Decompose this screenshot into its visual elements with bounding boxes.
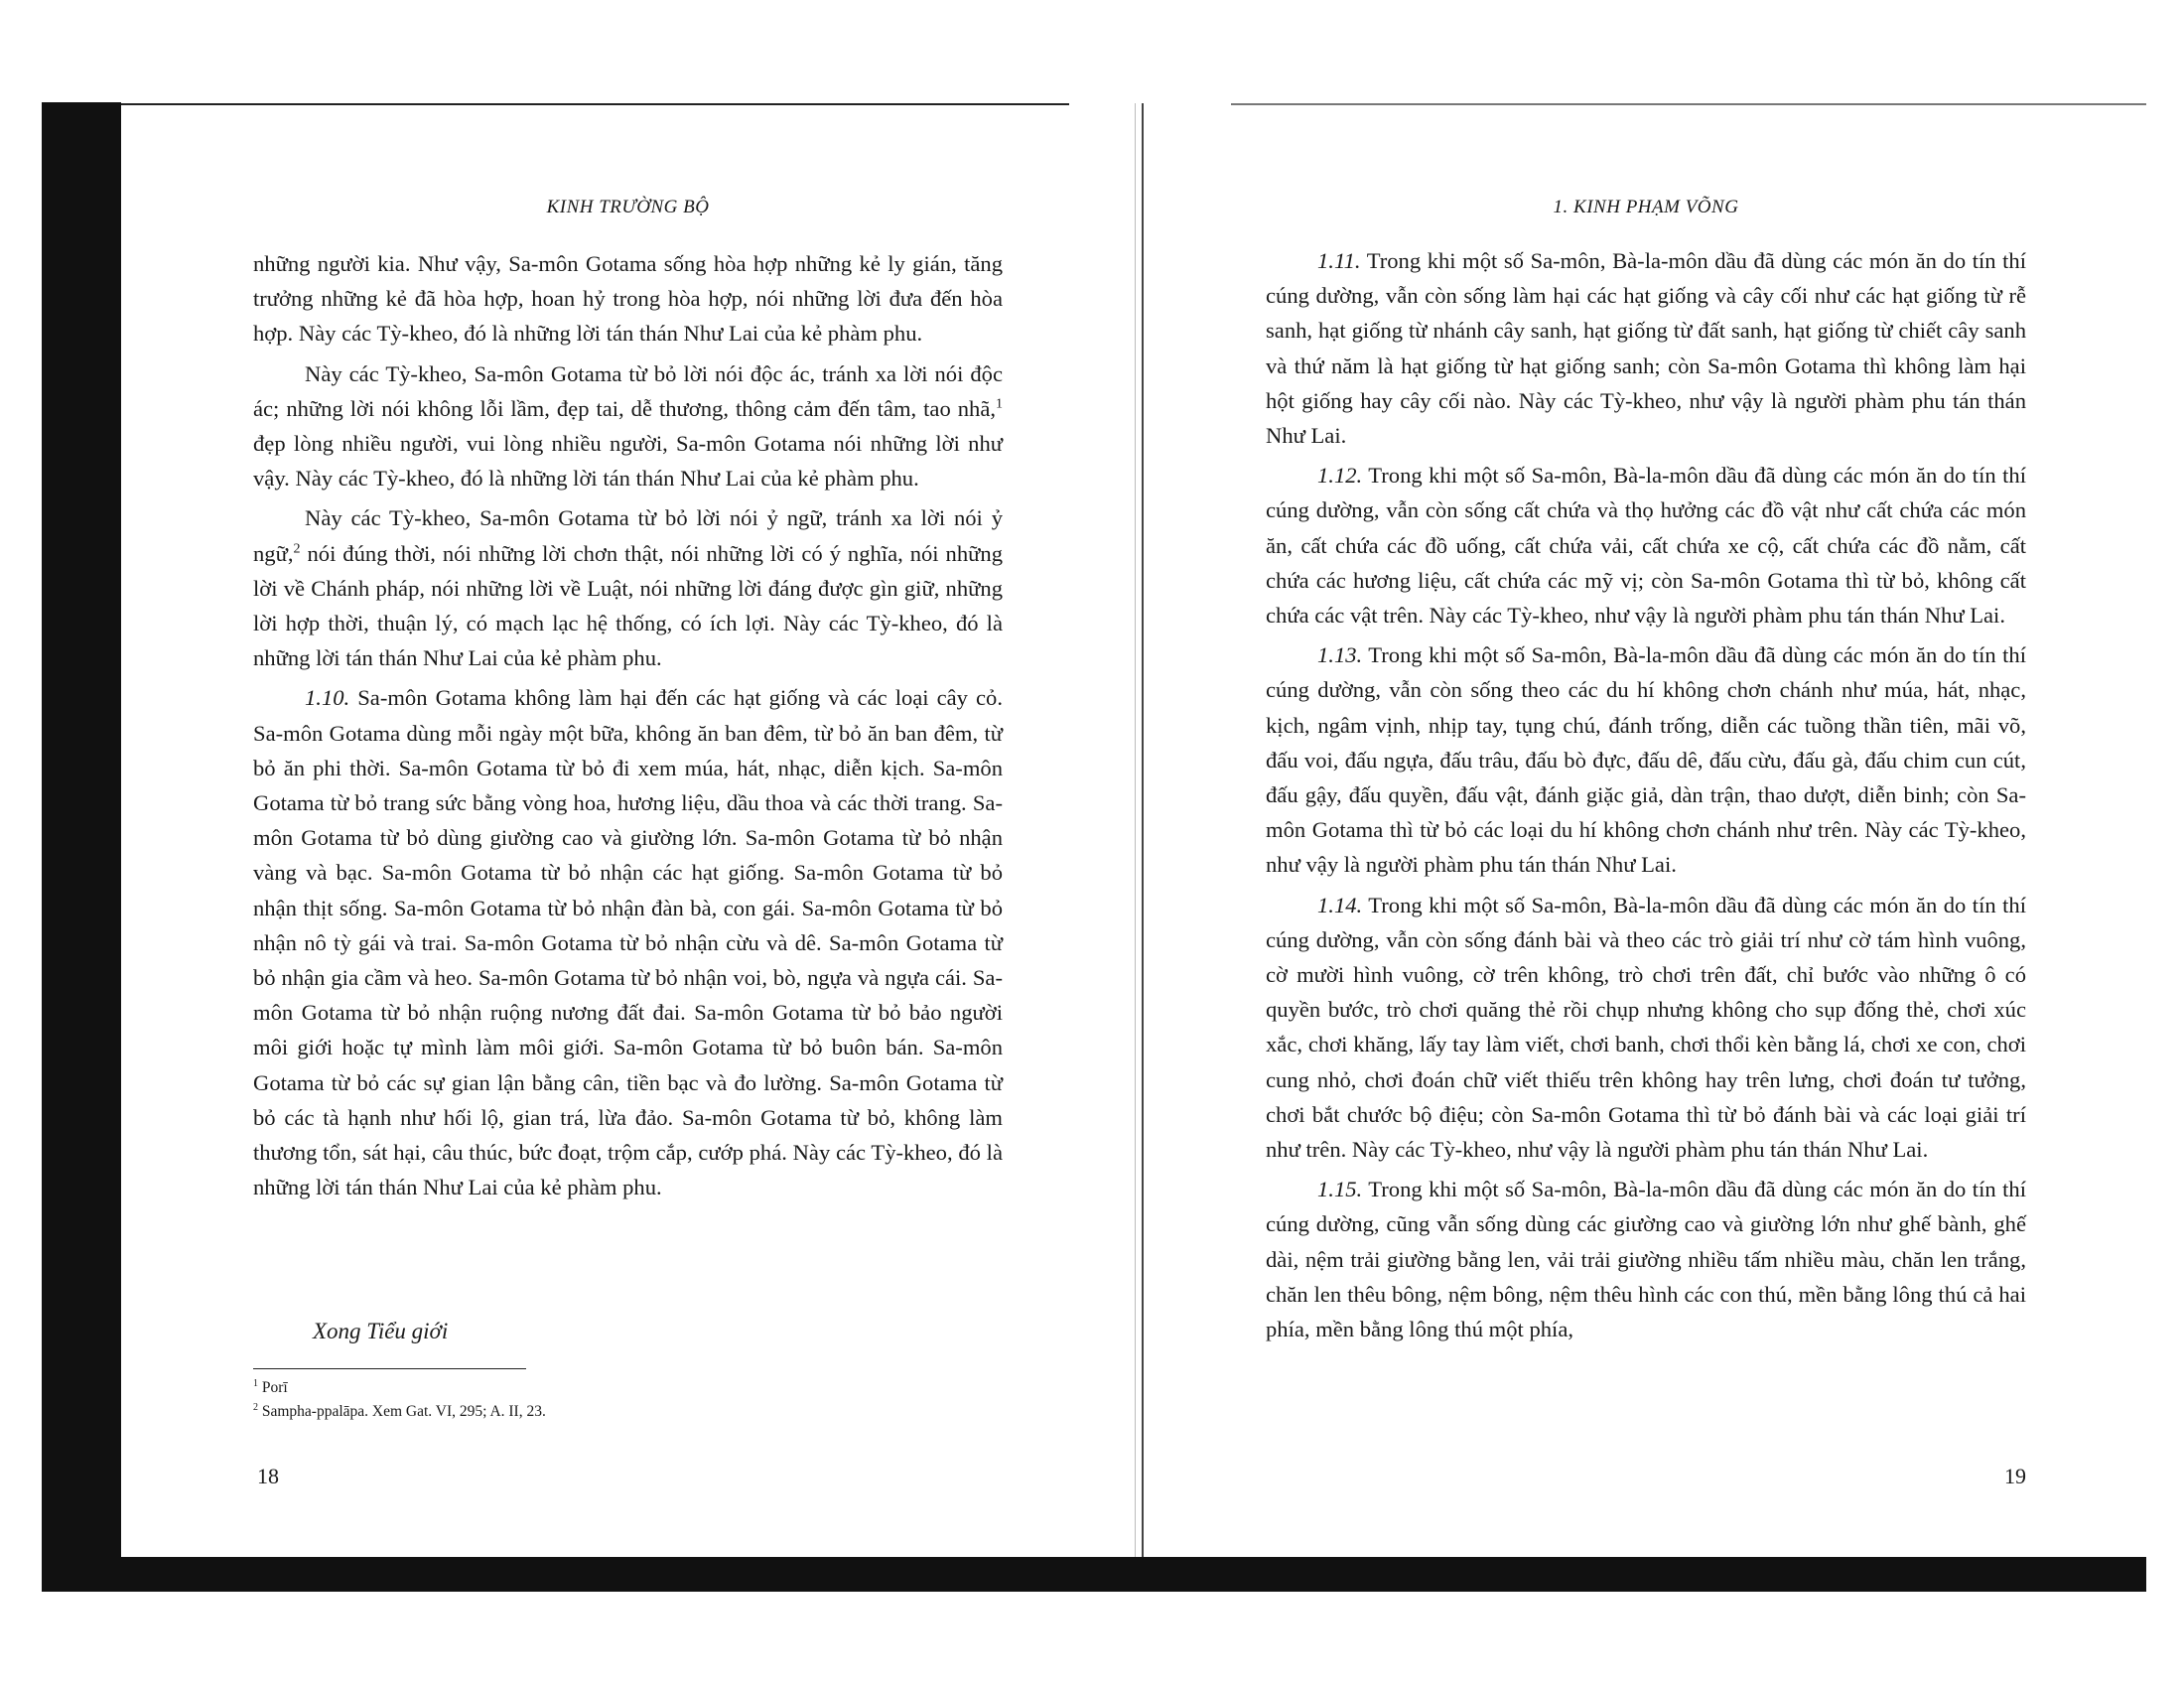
section-number: 1.15.: [1317, 1177, 1363, 1202]
paragraph-text: Trong khi một số Sa-môn, Bà-la-môn dầu đã dùng các món ăn do tín thí cúng dường, vẫn còn sống đánh bài và theo các trò giải trí như cờ tám hình vuông, cờ mười hình vuông, cờ trên không, trò chơi trên đất, chỉ bước vào những ô có quyền bước, trò chơi quăng thẻ rồi chụp nhưng không cho sụp đống thẻ, chơi xúc xắc, chơi khăng, lấy tay làm viết, chơi banh, chơi thổi kèn bằng lá, chơi xe con, chơi cung nhỏ, chơi đoán chữ viết thiếu trên không hay trên lưng, chơi đoán tư tưởng, chơi bắt chước bộ điệu; còn Sa-môn Gotama thì từ bỏ đánh bài và các loại giải trí như trên. Này các Tỳ-kheo, như vậy là người phàm phu tán thán Như Lai.: [1266, 892, 2026, 1163]
footnotes: [253, 1376, 1003, 1424]
scan-edge-bottom: [42, 1557, 2146, 1592]
footnote-ref: 1: [996, 396, 1003, 412]
footnote-mark: 1: [253, 1377, 258, 1389]
footnote-rule: [253, 1368, 526, 1369]
paragraph-text: Này các Tỳ-kheo, Sa-môn Gotama từ bỏ lời nói độc ác, tránh xa lời nói độc ác; những lời nói không lỗi lầm, đẹp tai, dễ thương, thông cảm đến tâm, tao nhã,: [253, 360, 1003, 421]
section-number: 1.13.: [1317, 642, 1363, 668]
footnote-ref: 2: [293, 541, 301, 557]
paragraph: [253, 680, 1003, 1204]
page-top-edge-right: [1231, 103, 2146, 105]
paragraph-text: Này các Tỳ-kheo, Sa-môn Gotama từ bỏ lời nói ỷ ngữ, tránh xa lời nói ỷ ngữ,: [253, 505, 1003, 566]
paragraph-text: Trong khi một số Sa-môn, Bà-la-môn dầu đã dùng các món ăn do tín thí cúng dường, vẫn còn sống cất chứa và thọ hưởng các đồ vật như cất chứa các món ăn, cất chứa các đồ uống, cất chứa vải, cất chứa xe cộ, cất chứa các đồ nằm, cất chứa các hương liệu, cất chứa các mỹ vị; còn Sa-môn Gotama thì từ bỏ, không cất chứa các vật trên. Này các Tỳ-kheo, như vậy là người phàm phu tán thán Như Lai.: [1266, 463, 2026, 629]
paragraph: [253, 500, 1003, 675]
section-end-title: Xong Tiểu giới: [313, 1319, 449, 1343]
footnote-text: Sampha-ppalāpa. Xem Gat. VI, 295; A. II, 23.: [261, 1403, 546, 1420]
section-number: 1.14.: [1317, 892, 1363, 917]
paragraph-text: nói đúng thời, nói những lời chơn thật, nói những lời có ý nghĩa, nói những lời về Chánh pháp, nói những lời về Luật, nói những lời đáng được gìn giữ, những lời hợp thời, thuận lý, có mạch lạc hệ thống, có ích lợi. Này các Tỳ-kheo, đó là những lời tán thán Như Lai của kẻ phàm phu.: [253, 540, 1003, 671]
body-text: [253, 246, 1003, 1209]
scan-edge-left: [42, 102, 121, 1592]
paragraph: [1266, 458, 2026, 633]
paragraph-text: Sa-môn Gotama không làm hại đến các hạt giống và các loại cây cỏ. Sa-môn Gotama dùng mỗi ngày một bữa, không ăn ban đêm, từ bỏ ăn ban đêm, từ bỏ ăn phi thời. Sa-môn Gotama từ bỏ đi xem múa, hát, nhạc, diễn kịch. Sa-môn Gotama từ bỏ trang sức bằng vòng hoa, hương liệu, dầu thoa và các thời trang. Sa-môn Gotama từ bỏ dùng giường cao và giường lớn. Sa-môn Gotama từ bỏ nhận vàng và bạc. Sa-môn Gotama từ bỏ nhận các hạt giống. Sa-môn Gotama từ bỏ nhận thịt sống. Sa-môn Gotama từ bỏ nhận đàn bà, con gái. Sa-môn Gotama từ bỏ nhận nô tỳ gái và trai. Sa-môn Gotama từ bỏ nhận cừu và dê. Sa-môn Gotama từ bỏ nhận gia cầm và heo. Sa-môn Gotama từ bỏ nhận voi, bò, ngựa và ngựa cái. Sa-môn Gotama từ bỏ nhận ruộng nương đất đai. Sa-môn Gotama từ bỏ bảo người môi giới hoặc tự mình làm môi giới. Sa-môn Gotama từ bỏ buôn bán. Sa-môn Gotama từ bỏ các sự gian lận bằng cân, tiền bạc và đo lường. Sa-môn Gotama từ bỏ các tà hạnh như hối lộ, gian trá, lừa đảo. Sa-môn Gotama từ bỏ, không làm thương tổn, sát hại, câu thúc, bức đoạt, trộm cắp, cướp phá. Này các Tỳ-kheo, đó là những lời tán thán Như Lai của kẻ phàm phu.: [253, 685, 1003, 1200]
paragraph-text: đẹp lòng nhiều người, vui lòng nhiều người, Sa-môn Gotama nói những lời như vậy. Này các Tỳ-kheo, đó là những lời tán thán Như Lai của kẻ phàm phu.: [253, 431, 1003, 492]
paragraph: những người kia. Như vậy, Sa-môn Gotama sống hòa hợp những kẻ ly gián, tăng trưởng những kẻ đã hòa hợp, hoan hỷ trong hòa hợp, nói những lời đưa đến hòa hợp. Này các Tỳ-kheo, đó là những lời tán thán Như Lai của kẻ phàm phu.: [253, 251, 1003, 347]
running-head: 1. KINH PHẠM VÕNG: [1553, 197, 1739, 217]
footnote: [253, 1400, 1003, 1424]
paragraph: [253, 356, 1003, 496]
book-gutter-shadow: [1135, 103, 1136, 1557]
paragraph: [1266, 637, 2026, 882]
paragraph-text: Trong khi một số Sa-môn, Bà-la-môn dầu đã dùng các món ăn do tín thí cúng dường, cũng vẫn sống dùng các giường cao và giường lớn như ghế bành, ghế dài, nệm trải giường bằng len, vải trải giường nhiều tấm nhiều màu, chăn len trắng, chăn len thêu bông, nệm bông, nệm thêu hình các con thú, mền bằng lông thú cả hai phía, mền bằng lông thú một phía,: [1266, 1177, 2026, 1342]
page-top-edge-left: [121, 103, 1069, 105]
body-text: [1266, 243, 2026, 1351]
paragraph: [1266, 1172, 2026, 1346]
paragraph: [1266, 243, 2026, 453]
page-number: 19: [2004, 1464, 2026, 1488]
section-number: 1.11.: [1317, 248, 1361, 273]
running-head: KINH TRƯỜNG BỘ: [546, 197, 710, 217]
paragraph-text: Trong khi một số Sa-môn, Bà-la-môn dầu đã dùng các món ăn do tín thí cúng dường, vẫn còn sống làm hại các hạt giống và cây cối như các hạt giống từ rễ sanh, hạt giống từ nhánh cây sanh, hạt giống từ đất sanh, hạt giống từ chiết cây sanh và thứ năm là hạt giống từ hạt giống sanh; còn Sa-môn Gotama thì không làm hại hột giống hay cây cối nào. Này các Tỳ-kheo, như vậy là người phàm phu tán thán Như Lai.: [1266, 248, 2026, 449]
paragraph-text: Trong khi một số Sa-môn, Bà-la-môn dầu đã dùng các món ăn do tín thí cúng dường, vẫn còn sống theo các du hí không chơn chánh như múa, hát, nhạc, kịch, ngâm vịnh, nhịp tay, tụng chú, đánh trống, diễn các tuồng thần tiên, mãi võ, đấu voi, đấu ngựa, đấu trâu, đấu bò đực, đấu dê, đấu cừu, đấu gà, đấu chim cun cút, đấu gậy, đấu quyền, đấu vật, đánh giặc giả, dàn trận, thao dượt, diễn binh; còn Sa-môn Gotama thì từ bỏ các loại du hí không chơn chánh như trên. Này các Tỳ-kheo, như vậy là người phàm phu tán thán Như Lai.: [1266, 642, 2026, 878]
footnote-text: Porī: [261, 1379, 288, 1396]
page-number: 18: [257, 1464, 279, 1488]
footnote: [253, 1376, 1003, 1400]
section-number: 1.12.: [1317, 463, 1363, 489]
section-number: 1.10.: [305, 685, 350, 711]
paragraph: [1266, 888, 2026, 1168]
book-gutter: [1142, 103, 1144, 1557]
footnote-mark: 2: [253, 1401, 258, 1413]
